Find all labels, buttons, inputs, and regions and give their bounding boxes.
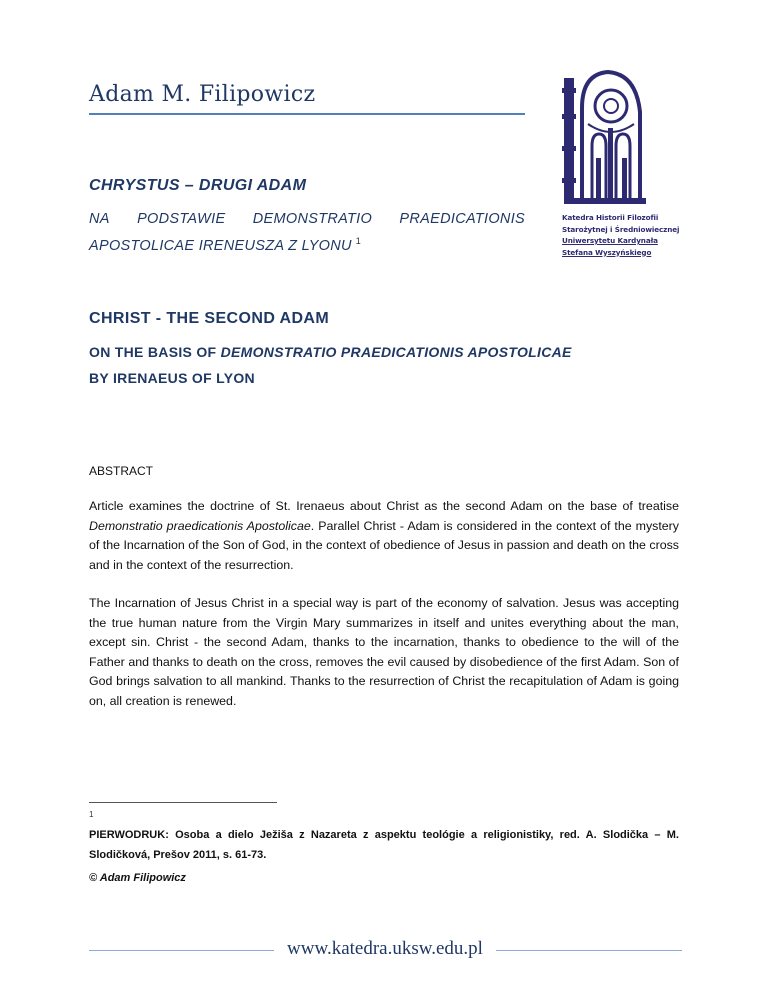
footer-website-link[interactable]: www.katedra.uksw.edu.pl: [287, 938, 483, 959]
english-title: CHRIST - THE SECOND ADAM: [89, 310, 330, 327]
subtitle-word: NA: [89, 211, 110, 227]
logo-line: Starożytnej i Średniowiecznej: [562, 224, 680, 234]
subtitle-prefix: ON THE BASIS OF: [89, 344, 221, 360]
subtitle-word: DEMONSTRATIO: [252, 211, 373, 227]
author-underline: [89, 113, 525, 115]
subtitle-work-title: DEMONSTRATIO PRAEDICATIONIS APOSTOLICAE: [220, 344, 572, 360]
subtitle-text: APOSTOLICAE IRENEUSZA Z LYONU: [89, 237, 352, 254]
footer-rule-right: [496, 950, 682, 951]
footnote-reference[interactable]: 1: [355, 236, 362, 246]
polish-subtitle-line2: [89, 236, 361, 254]
logo-line: Uniwersytetu Kardynała: [562, 236, 658, 245]
logo-line: Katedra Historii Filozofii: [562, 213, 659, 222]
abstract-heading: ABSTRACT: [89, 464, 154, 478]
footer-rule-left: [89, 950, 274, 951]
subtitle-word: PODSTAWIE: [137, 211, 226, 227]
abstract-paragraph-2: The Incarnation of Jesus Christ in a special way is part of the economy of salvation. Jesus was accepting the true human nature from the Virgin Mary summarizes in itself and unites everything about the man, except sin. Christ - the second Adam, thanks to the incarnation, thanks to obedience to the will of the Father and thanks to death on the cross, removes the evil caused by disobedience of the first Adam. Son of God brings salvation to all mankind. Thanks to the resurrection of Christ the recapitulation of Adam is going on, all creation is renewed.: [89, 596, 679, 708]
paragraph-text: Article examines the doctrine of St. Irenaeus about Christ as the second Adam on the base of treatise: [89, 499, 679, 513]
logo-line: Stefana Wyszyńskiego: [562, 247, 652, 257]
english-subtitle-line1: [89, 344, 572, 360]
subtitle-word: PRAEDICATIONIS: [399, 211, 525, 227]
logo-caption: [562, 212, 680, 258]
work-title: Demonstratio praedicationis Apostolicae: [89, 518, 311, 533]
abstract-paragraph-1: [89, 497, 679, 575]
english-subtitle-line2: BY IRENAEUS OF LYON: [89, 370, 255, 386]
author-name: Adam M. Filipowicz: [89, 82, 316, 107]
department-logo[interactable]: [562, 68, 680, 264]
footnote-separator: [89, 802, 277, 803]
footnote-text: PIERWODRUK: Osoba a dielo Ježiša z Nazareta z aspektu teológie a religionistiky, red. A. Slodička – M. Slodičková, Prešov 2011, s. 61-73.: [89, 829, 679, 861]
copyright-notice: © Adam Filipowicz: [89, 872, 186, 884]
polish-title: CHRYSTUS – DRUGI ADAM: [89, 177, 307, 194]
cathedral-window-icon: [562, 68, 650, 208]
footnote-mark: 1: [89, 810, 94, 819]
polish-subtitle-line1: [89, 211, 525, 227]
paragraph-text: . Parallel Christ - Adam is considered in the context of the mystery of the Incarnation of the Son of God, in the context of obedience of Jesus in passion and death on the cross and in the context of the resurrection.: [89, 518, 679, 572]
